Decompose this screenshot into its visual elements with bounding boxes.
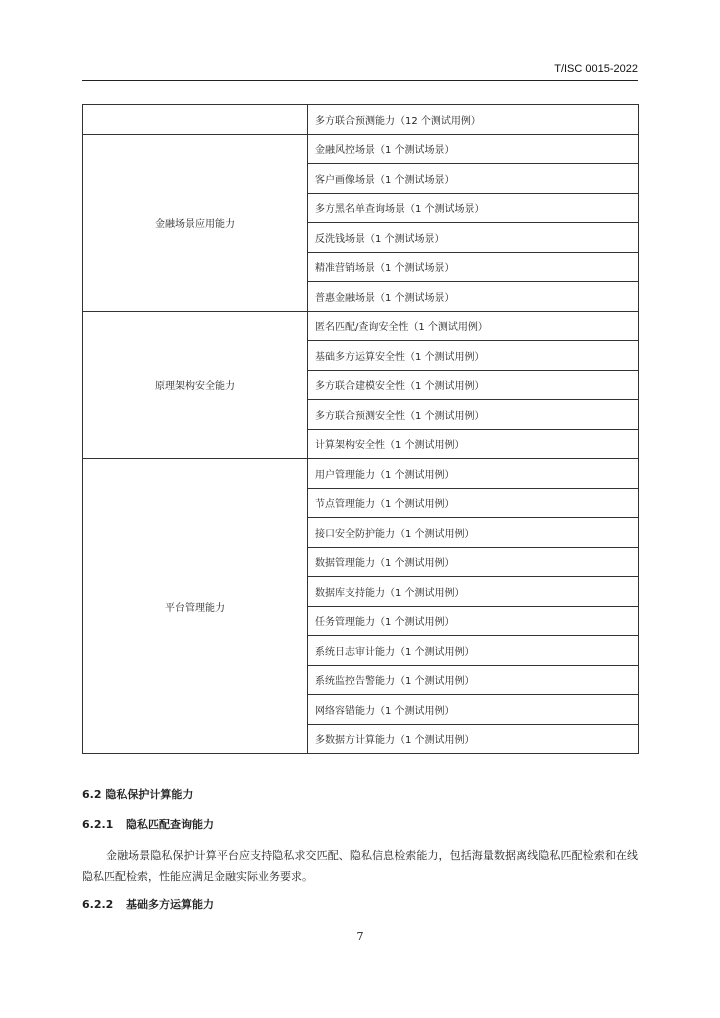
capability-item-cell: 接口安全防护能力（1 个测试用例） xyxy=(308,518,639,548)
page-number: 7 xyxy=(356,930,364,943)
capability-item-cell: 匿名匹配/查询安全性（1 个测试用例） xyxy=(308,311,639,341)
capability-item-cell: 数据管理能力（1 个测试用例） xyxy=(308,547,639,577)
table-row xyxy=(83,105,639,135)
capability-item-cell: 多方联合预测安全性（1 个测试用例） xyxy=(308,400,639,430)
section-heading: 6.2 隐私保护计算能力 xyxy=(82,788,194,801)
category-cell xyxy=(83,105,308,135)
table-row xyxy=(83,311,639,341)
subsection-title: 隐私匹配查询能力 xyxy=(126,818,214,831)
body-paragraph: 金融场景隐私保护计算平台应支持隐私求交匹配、隐私信息检索能力，包括海量数据离线隐私匹配检索和在线隐私匹配检索，性能应满足金融实际业务要求。 xyxy=(82,849,638,883)
subsection-heading-1 xyxy=(82,816,214,832)
header-divider xyxy=(82,80,638,81)
capability-item-cell: 普惠金融场景（1 个测试场景） xyxy=(308,282,639,312)
capability-item-cell: 多数据方计算能力（1 个测试用例） xyxy=(308,724,639,754)
capability-item-cell: 多方联合预测能力（12 个测试用例） xyxy=(308,105,639,135)
category-cell: 原理架构安全能力 xyxy=(83,311,308,459)
capability-item-cell: 系统日志审计能力（1 个测试用例） xyxy=(308,636,639,666)
capability-item-cell: 网络容错能力（1 个测试用例） xyxy=(308,695,639,725)
subsection-title: 基础多方运算能力 xyxy=(126,898,214,911)
category-cell: 金融场景应用能力 xyxy=(83,134,308,311)
capability-item-cell: 基础多方运算安全性（1 个测试用例） xyxy=(308,341,639,371)
capability-table xyxy=(82,104,639,754)
capability-item-cell: 计算架构安全性（1 个测试用例） xyxy=(308,429,639,459)
table-row xyxy=(83,459,639,489)
capability-item-cell: 金融风控场景（1 个测试场景） xyxy=(308,134,639,164)
capability-item-cell: 系统监控告警能力（1 个测试用例） xyxy=(308,665,639,695)
subsection-heading-2 xyxy=(82,896,214,912)
standard-code: T/ISC 0015-2022 xyxy=(554,63,638,75)
subsection-number: 6.2.1 xyxy=(82,818,114,831)
capability-item-cell: 反洗钱场景（1 个测试场景） xyxy=(308,223,639,253)
capability-item-cell: 客户画像场景（1 个测试场景） xyxy=(308,164,639,194)
capability-item-cell: 用户管理能力（1 个测试用例） xyxy=(308,459,639,489)
capability-item-cell: 数据库支持能力（1 个测试用例） xyxy=(308,577,639,607)
subsection-number: 6.2.2 xyxy=(82,898,114,911)
capability-item-cell: 精准营销场景（1 个测试场景） xyxy=(308,252,639,282)
capability-item-cell: 任务管理能力（1 个测试用例） xyxy=(308,606,639,636)
capability-item-cell: 多方联合建模安全性（1 个测试用例） xyxy=(308,370,639,400)
table-row xyxy=(83,134,639,164)
capability-item-cell: 节点管理能力（1 个测试用例） xyxy=(308,488,639,518)
category-cell: 平台管理能力 xyxy=(83,459,308,754)
capability-item-cell: 多方黑名单查询场景（1 个测试场景） xyxy=(308,193,639,223)
